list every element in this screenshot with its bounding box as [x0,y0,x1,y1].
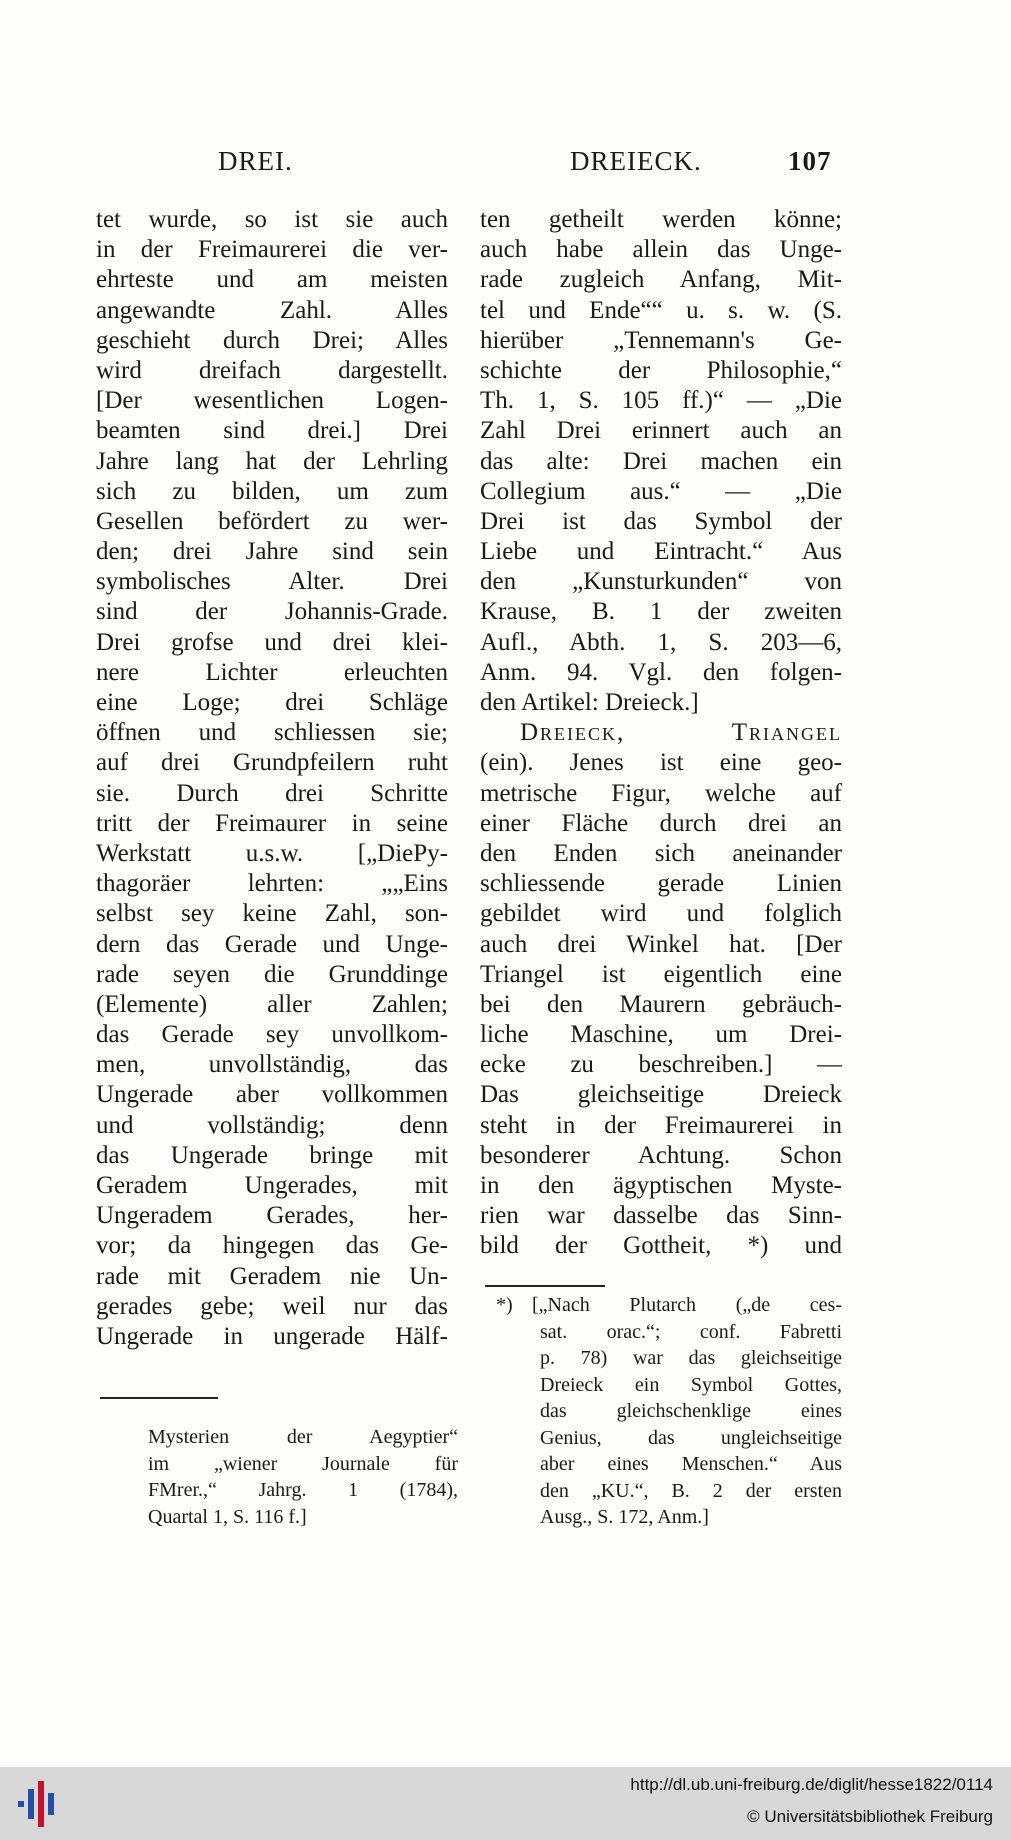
text-line: ten getheilt werden könne; [480,206,842,233]
page-number: 107 [788,146,832,176]
footer-bar [0,1767,1011,1840]
text-line: Ausg., S. 172, Anm.] [540,1506,709,1528]
text-line: ecke zu beschreiben.] — [480,1051,842,1079]
footnote-right [496,1292,842,1531]
text-line: das alte: Drei machen ein [480,447,842,475]
text-line: den; drei Jahre sind sein [96,538,448,566]
text-line: Liebe und Eintracht.“ Aus [480,538,842,566]
text-line: den „KU.“, B. 2 der ersten [540,1479,842,1502]
text-line: sat. orac.“; conf. Fabretti [540,1320,842,1343]
copyright-text: © Universitätsbibliothek Freiburg [747,1807,993,1826]
text-line: ehrteste und am meisten [96,266,448,294]
text-line: selbst sey keine Zahl, son- [96,900,448,928]
text-line: Quartal 1, S. 116 f.] [148,1505,307,1528]
text-line: und vollständig; denn [96,1111,448,1139]
text-line: Ungerade in ungerade Hälf- [96,1322,448,1350]
text-line: das gleichschenklige eines [540,1400,842,1422]
text-line: Drei grofse und drei klei- [96,628,448,656]
text-line: FMrer.,“ Jahrg. 1 (1784), [148,1479,458,1501]
text-line: in der Freimaurerei die ver- [96,236,448,264]
text-line: sie. Durch drei Schritte [96,779,448,807]
footnote-left [148,1424,458,1530]
text-line: (Elemente) aller Zahlen; [96,990,448,1018]
text-line: men, unvollständig, das [96,1051,448,1079]
text-line: Dreieck ein Symbol Gottes, [540,1373,842,1396]
text-line: steht in der Freimaurerei in [480,1111,842,1139]
text-line: geschieht durch Drei; Alles [96,326,448,354]
text-line: Genius, das ungleichseitige [540,1426,842,1449]
text-line: auch drei Winkel hat. [Der [480,930,842,958]
right-column [480,205,842,1262]
text-line: [Der wesentlichen Logen- [96,387,448,415]
text-line: in den ägyptischen Myste- [480,1172,842,1199]
text-line: sind der Johannis-Grade. [96,598,448,626]
text-line: im „wiener Journale für [148,1452,458,1475]
text-line: Krause, B. 1 der zweiten [480,598,842,626]
text-line: hierüber „Tennemann's Ge- [480,326,842,354]
text-line: Anm. 94. Vgl. den folgen- [480,658,842,686]
text-line: schichte der Philosophie,“ [480,356,842,384]
text-line: das Ungerade bringe mit [96,1141,448,1169]
text-line: das Gerade sey unvollkom- [96,1021,448,1049]
footnote-rule-right [485,1285,605,1287]
text-line: p. 78) war das gleichseitige [540,1347,842,1369]
text-line: den Artikel: Dreieck.] [480,689,699,716]
text-line: dern das Gerade und Unge- [96,930,448,958]
text-line: Gesellen befördert zu wer- [96,507,448,535]
text-line: bei den Maurern gebräuch- [480,990,842,1018]
text-line: auf drei Grundpfeilern ruht [96,749,448,777]
text-line: aber eines Menschen.“ Aus [540,1453,842,1475]
text-line: symbolisches Alter. Drei [96,568,448,596]
text-line: einer Fläche durch drei an [480,809,842,837]
text-line: (ein). Jenes ist eine geo- [480,749,842,777]
text-line: besonderer Achtung. Schon [480,1141,842,1169]
text-line: Ungerade aber vollkommen [96,1081,448,1109]
text-line: Drei ist das Symbol der [480,507,842,535]
text-line: nere Lichter erleuchten [96,658,448,686]
text-line: Werkstatt u.s.w. [„DiePy- [96,839,448,867]
library-logo-icon [14,1779,58,1829]
text-line: wird dreifach dargestellt. [96,356,448,384]
text-line: rien war dasselbe das Sinn- [480,1202,842,1230]
text-line: gebildet wird und folglich [480,900,842,928]
text-line: gerades gebe; weil nur das [96,1292,448,1320]
running-head [0,146,1011,186]
text-line: Aufl., Abth. 1, S. 203—6, [480,628,842,656]
text-line: Ungeradem Gerades, her- [96,1202,448,1230]
text-line: schliessende gerade Linien [480,870,842,898]
text-line: liche Maschine, um Drei- [480,1021,842,1049]
text-line: angewandte Zahl. Alles [96,296,448,324]
text-line: rade seyen die Grunddinge [96,960,448,988]
footnote-marker: *) [496,1294,513,1316]
text-line: den „Kunsturkunden“ von [480,568,842,596]
running-head-left: DREI. [218,146,293,176]
text-line: den Enden sich aneinander [480,839,842,867]
text-line: Geradem Ungerades, mit [96,1172,448,1199]
text-line: thagoräer lehrten: „„Eins [96,870,448,898]
text-line: Collegium aus.“ — „Die [480,477,842,505]
footnote-rule-left [100,1397,218,1399]
text-line: Das gleichseitige Dreieck [480,1081,842,1109]
text-line: beamten sind drei.] Drei [96,417,448,445]
text-line: Jahre lang hat der Lehrling [96,447,448,475]
text-line: tet wurde, so ist sie auch [96,206,448,233]
text-line: Dreieck, Triangel [520,719,842,747]
text-line: rade mit Geradem nie Un- [96,1262,448,1290]
text-line: Mysterien der Aegyptier“ [148,1426,458,1448]
text-line: öffnen und schliessen sie; [96,719,448,747]
text-line: tel und Ende““ u. s. w. (S. [480,296,842,324]
text-line: Th. 1, S. 105 ff.)“ — „Die [480,387,842,415]
text-line: metrische Figur, welche auf [480,779,842,807]
text-line: [„Nach Plutarch („de ces- [532,1294,842,1316]
running-head-center: DREIECK. [570,146,702,176]
text-line: auch habe allein das Unge- [480,236,842,264]
left-column [96,205,448,1352]
text-line: Triangel ist eigentlich eine [480,960,842,988]
text-line: rade zugleich Anfang, Mit- [480,266,842,294]
text-line: eine Loge; drei Schläge [96,689,448,716]
text-line: bild der Gottheit, *) und [480,1232,842,1260]
text-line: Zahl Drei erinnert auch an [480,417,842,445]
text-line: sich zu bilden, um zum [96,477,448,505]
text-line: tritt der Freimaurer in seine [96,809,448,837]
text-line: vor; da hingegen das Ge- [96,1232,448,1260]
source-url-link[interactable]: http://dl.ub.uni-freiburg.de/diglit/hesse1822/0114 [630,1775,993,1794]
